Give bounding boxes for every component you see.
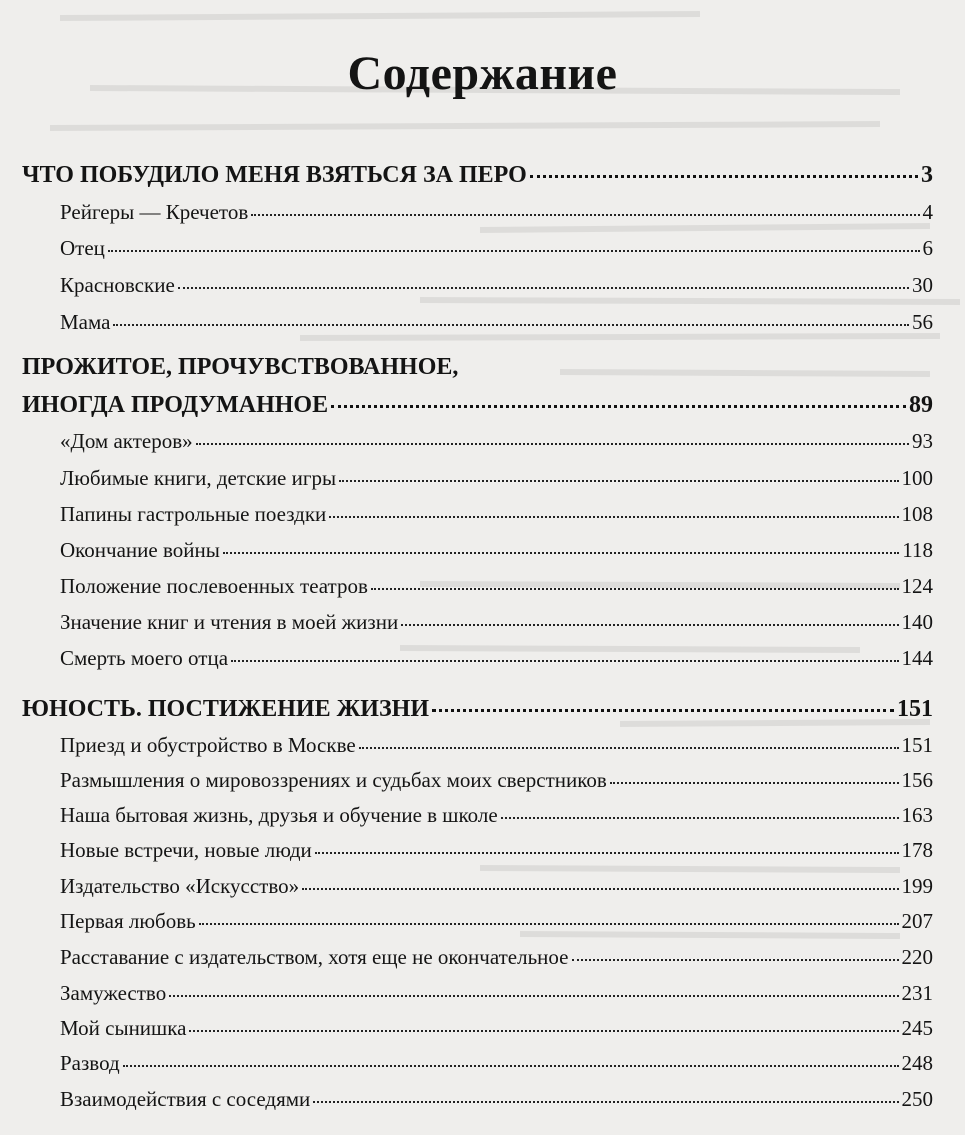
toc-entry[interactable] [60,874,933,899]
page-number: 207 [901,909,933,933]
page-number: 156 [901,768,933,792]
page-number: 4 [922,200,933,224]
page-number: 6 [922,236,933,260]
toc-section-heading[interactable] [22,162,933,189]
page-number: 178 [901,838,933,862]
entry-title: Положение послевоенных театров [60,574,368,598]
entry-title: Первая любовь [60,909,196,933]
dot-leader [313,1101,898,1103]
dot-leader [113,324,909,326]
entry-title: Значение книг и чтения в моей жизни [60,610,399,634]
entry-title: Папины гастрольные поездки [60,502,327,526]
page-number: 108 [901,502,933,526]
entry-title: Издательство «Искусство» [60,874,300,898]
toc-section-heading[interactable] [22,696,933,723]
entry-title: Приезд и обустройство в Москве [60,733,356,757]
toc-entry[interactable] [60,838,933,863]
toc-entry[interactable] [60,429,933,454]
page-number: 140 [901,610,933,634]
page-number: 151 [897,696,933,722]
entry-title: Рейгеры — Кречетов [60,200,249,224]
dot-leader [371,588,899,590]
toc-entry[interactable] [60,574,933,599]
page-number: 231 [901,981,933,1005]
dot-leader [315,852,899,854]
entry-title: Красновские [60,273,175,297]
toc-section-heading[interactable] [22,392,933,419]
page-number: 30 [912,273,933,297]
toc-entry[interactable] [60,1016,933,1041]
dot-leader [331,405,906,408]
toc-entry[interactable] [60,803,933,828]
entry-title: Расставание с издательством, хотя еще не окончательное [60,945,569,969]
entry-title: Новые встречи, новые люди [60,838,312,862]
dot-leader [108,250,920,252]
dot-leader [329,516,898,518]
entry-title: Любимые книги, детские игры [60,466,337,490]
entry-title: Отец [60,236,105,260]
entry-title: Взаимодействия с соседями [60,1087,311,1111]
page-number: 163 [901,803,933,827]
page-number: 118 [902,538,933,562]
toc-entry[interactable] [60,236,933,261]
toc-entry[interactable] [60,1087,933,1112]
dot-leader [530,175,918,178]
page-number: 250 [901,1087,933,1111]
toc-entry[interactable] [60,538,933,563]
dot-leader [401,624,898,626]
dot-leader [572,959,899,961]
page-title: Содержание [347,47,618,100]
toc-entry[interactable] [60,200,933,225]
entry-title: Размышления о мировоззрениях и судьбах моих сверстников [60,768,607,792]
toc-entry[interactable] [60,768,933,793]
dot-leader [501,817,899,819]
toc-entry[interactable] [60,310,933,335]
page-number: 245 [901,1016,933,1040]
dot-leader [169,995,898,997]
section-title: ЧТО ПОБУДИЛО МЕНЯ ВЗЯТЬСЯ ЗА ПЕРО [22,162,527,188]
entry-title: Наша бытовая жизнь, друзья и обучение в школе [60,803,498,827]
toc-entry[interactable] [60,466,933,491]
toc-entry[interactable] [60,945,933,970]
dot-leader [339,480,898,482]
entry-title: «Дом актеров» [60,429,193,453]
page-number: 124 [901,574,933,598]
toc-entry[interactable] [60,1051,933,1076]
dot-leader [302,888,898,890]
toc-entry[interactable] [60,502,933,527]
page-number: 89 [909,392,933,418]
toc-entry[interactable] [60,646,933,671]
dot-leader [359,747,899,749]
dot-leader [231,660,898,662]
section-title: ЮНОСТЬ. ПОСТИЖЕНИЕ ЖИЗНИ [22,696,429,722]
page-number: 151 [901,733,933,757]
entry-title: Мама [60,310,111,334]
page-number: 220 [901,945,933,969]
entry-title: Развод [60,1051,120,1075]
page-number: 100 [901,466,933,490]
entry-title: Замужество [60,981,167,1005]
page-number: 144 [901,646,933,670]
dot-leader [432,709,894,712]
page-number: 3 [921,162,933,188]
dot-leader [251,214,919,216]
dot-leader [196,443,909,445]
dot-leader [610,782,899,784]
dot-leader [199,923,899,925]
dot-leader [178,287,909,289]
page-number: 93 [912,429,933,453]
toc-entry[interactable] [60,909,933,934]
entry-title: Окончание войны [60,538,220,562]
entry-title: Мой сынишка [60,1016,187,1040]
toc-entry[interactable] [60,733,933,758]
page-number: 199 [901,874,933,898]
toc-entry[interactable] [60,981,933,1006]
page-number: 56 [912,310,933,334]
page-number: 248 [901,1051,933,1075]
section-title-line1: ПРОЖИТОЕ, ПРОЧУВСТВОВАННОЕ, [22,354,459,380]
dot-leader [123,1065,899,1067]
toc-entry[interactable] [60,273,933,298]
dot-leader [189,1030,898,1032]
dot-leader [223,552,899,554]
section-title: ИНОГДА ПРОДУМАННОЕ [22,392,329,418]
toc-entry[interactable] [60,610,933,635]
entry-title: Смерть моего отца [60,646,229,670]
